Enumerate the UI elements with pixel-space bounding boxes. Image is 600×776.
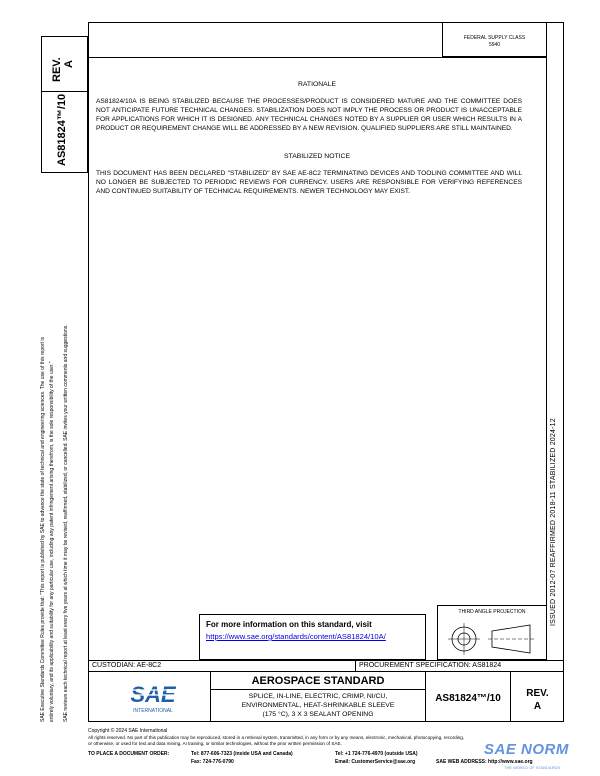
federal-supply-line-2: 5940 (488, 42, 501, 48)
rationale-body: AS81824/10A IS BEING STABILIZED BECAUSE THE PROCESSES/PRODUCT IS CONSIDERED MATURE AND THE COMMITTEE DOES NOT ANTICIPATE FUTURE TECHNICAL CHANGES. STABILIZATION DOES NOT IMPLY THE PROCESS OR PRODUCT IS UNACCEPTABLE FOR APPLICATIONS FOR WHICH IT IS DESIGNED. ANY TECHNICAL CHANGES NOTED BY A SUPPLIER OR USER WHICH RESULTS IN A PRODUCT OR REQUIREMENT CHANGE WILL BE ADDRESSED BY A NEW REVISION. QUALIFIED SUPPLIERS ARE STILL MAINTAINED. (96, 98, 522, 132)
third-angle-label: THIRD ANGLE PROJECTION (458, 609, 526, 615)
disclaimer-line-2: entirely voluntary, and its applicability and suitability for any particular use, including any patent infringement arising therefrom, is the sole responsibility of the user." (49, 361, 55, 722)
watermark-sub: THE WORLD OF STANDARDS (504, 765, 561, 770)
more-info-text: For more information on this standard, visit (206, 620, 372, 629)
footer-fax: Fax: 724-776-0790 (191, 759, 234, 765)
custodian-row-divider (355, 660, 356, 671)
footer-email: Email: CustomerService@sae.org (335, 759, 416, 765)
title-line-3: (175 °C), 3 X 3 SEALANT OPENING (262, 711, 374, 718)
title-heading-rule (211, 689, 425, 690)
title-rev-label: REV. (526, 688, 549, 699)
footer-rights-1: All rights reserved. No part of this publication may be reproduced, stored in a retrieval system, transmitted, in any form or by any means, electronic, mechanical, photocopying, recording, (88, 735, 465, 740)
third-angle-projection-icon (442, 620, 542, 658)
rev-tab-value: A (63, 60, 75, 68)
footer-rights-2: or otherwise, or used for text and data mining, AI training, or similar technologies, without the prior written permission of SAE. (88, 741, 342, 746)
footer-tel-2: Tel: +1 724-776-4970 (outside USA) (335, 751, 418, 757)
doc-number-tab: AS81824™/10 (56, 93, 68, 166)
procurement-spec: PROCUREMENT SPECIFICATION: AS81824 (359, 662, 502, 669)
more-info-link[interactable]: https://www.sae.org/standards/content/AS81824/10A/ (206, 632, 386, 641)
rev-tab-label: REV. (51, 57, 63, 82)
sae-logo (124, 681, 182, 715)
rationale-heading: RATIONALE (297, 81, 337, 88)
stabilized-notice-heading: STABILIZED NOTICE (284, 153, 350, 160)
custodian-row-top (88, 660, 564, 661)
watermark-brand: SAE NORM (484, 741, 569, 758)
custodian: CUSTODIAN: AE-8C2 (92, 662, 162, 669)
sae-norm-watermark (484, 741, 596, 773)
footer-order-label: TO PLACE A DOCUMENT ORDER: (88, 751, 170, 757)
disclaimer-line-1: SAE Executive Standards Committee Rules provide that: "This report is published by SAE to advance the state of technical and engineering sciences. The use of this report is (40, 337, 46, 722)
disclaimer-line-3: SAE reviews each technical report at least every five years at which time it may be revised, reaffirmed, stabilized, or cancelled. SAE invites your written comments and suggestions. (63, 324, 69, 722)
issue-dates: ISSUED 2012-07 REAFFIRMED 2018-11 STABILIZED 2024-12 (550, 418, 557, 626)
footer-web[interactable]: SAE WEB ADDRESS: http://www.sae.org (436, 759, 533, 765)
title-line-2: ENVIRONMENTAL, HEAT-SHRINKABLE SLEEVE (241, 702, 395, 709)
title-line-1: SPLICE, IN-LINE, ELECTRIC, CRIMP, NI/CU, (248, 693, 388, 700)
right-stripe-divider (546, 22, 547, 660)
header-rule (88, 57, 546, 58)
stabilized-notice-body: THIS DOCUMENT HAS BEEN DECLARED "STABILIZED" BY SAE AE-8C2 TERMINATING DEVICES AND TOOLING COMMITTEE AND WILL NO LONGER BE SUBJECTED TO PERIODIC REVIEWS FOR CURRENCY. USERS ARE RESPONSIBLE FOR VERIFYING REFERENCES AND CONTINUED SUITABILITY OF TECHNICAL REQUIREMENTS. NEWER TECHNOLOGY MAY EXIST. (96, 170, 522, 195)
footer-copyright: Copyright © 2024 SAE International (88, 728, 168, 734)
custodian-row-bottom (88, 671, 564, 672)
federal-supply-line-1: FEDERAL SUPPLY CLASS (463, 35, 526, 41)
title-heading: AEROSPACE STANDARD (251, 675, 385, 687)
title-rev-value: A (533, 701, 542, 712)
title-doc-number: AS81824™/10 (435, 693, 501, 704)
sae-logo-letters: SAE (130, 682, 176, 707)
footer-tel-1: Tel: 877-606-7323 (inside USA and Canada) (191, 751, 293, 757)
sae-logo-tagline: INTERNATIONAL (133, 708, 173, 714)
